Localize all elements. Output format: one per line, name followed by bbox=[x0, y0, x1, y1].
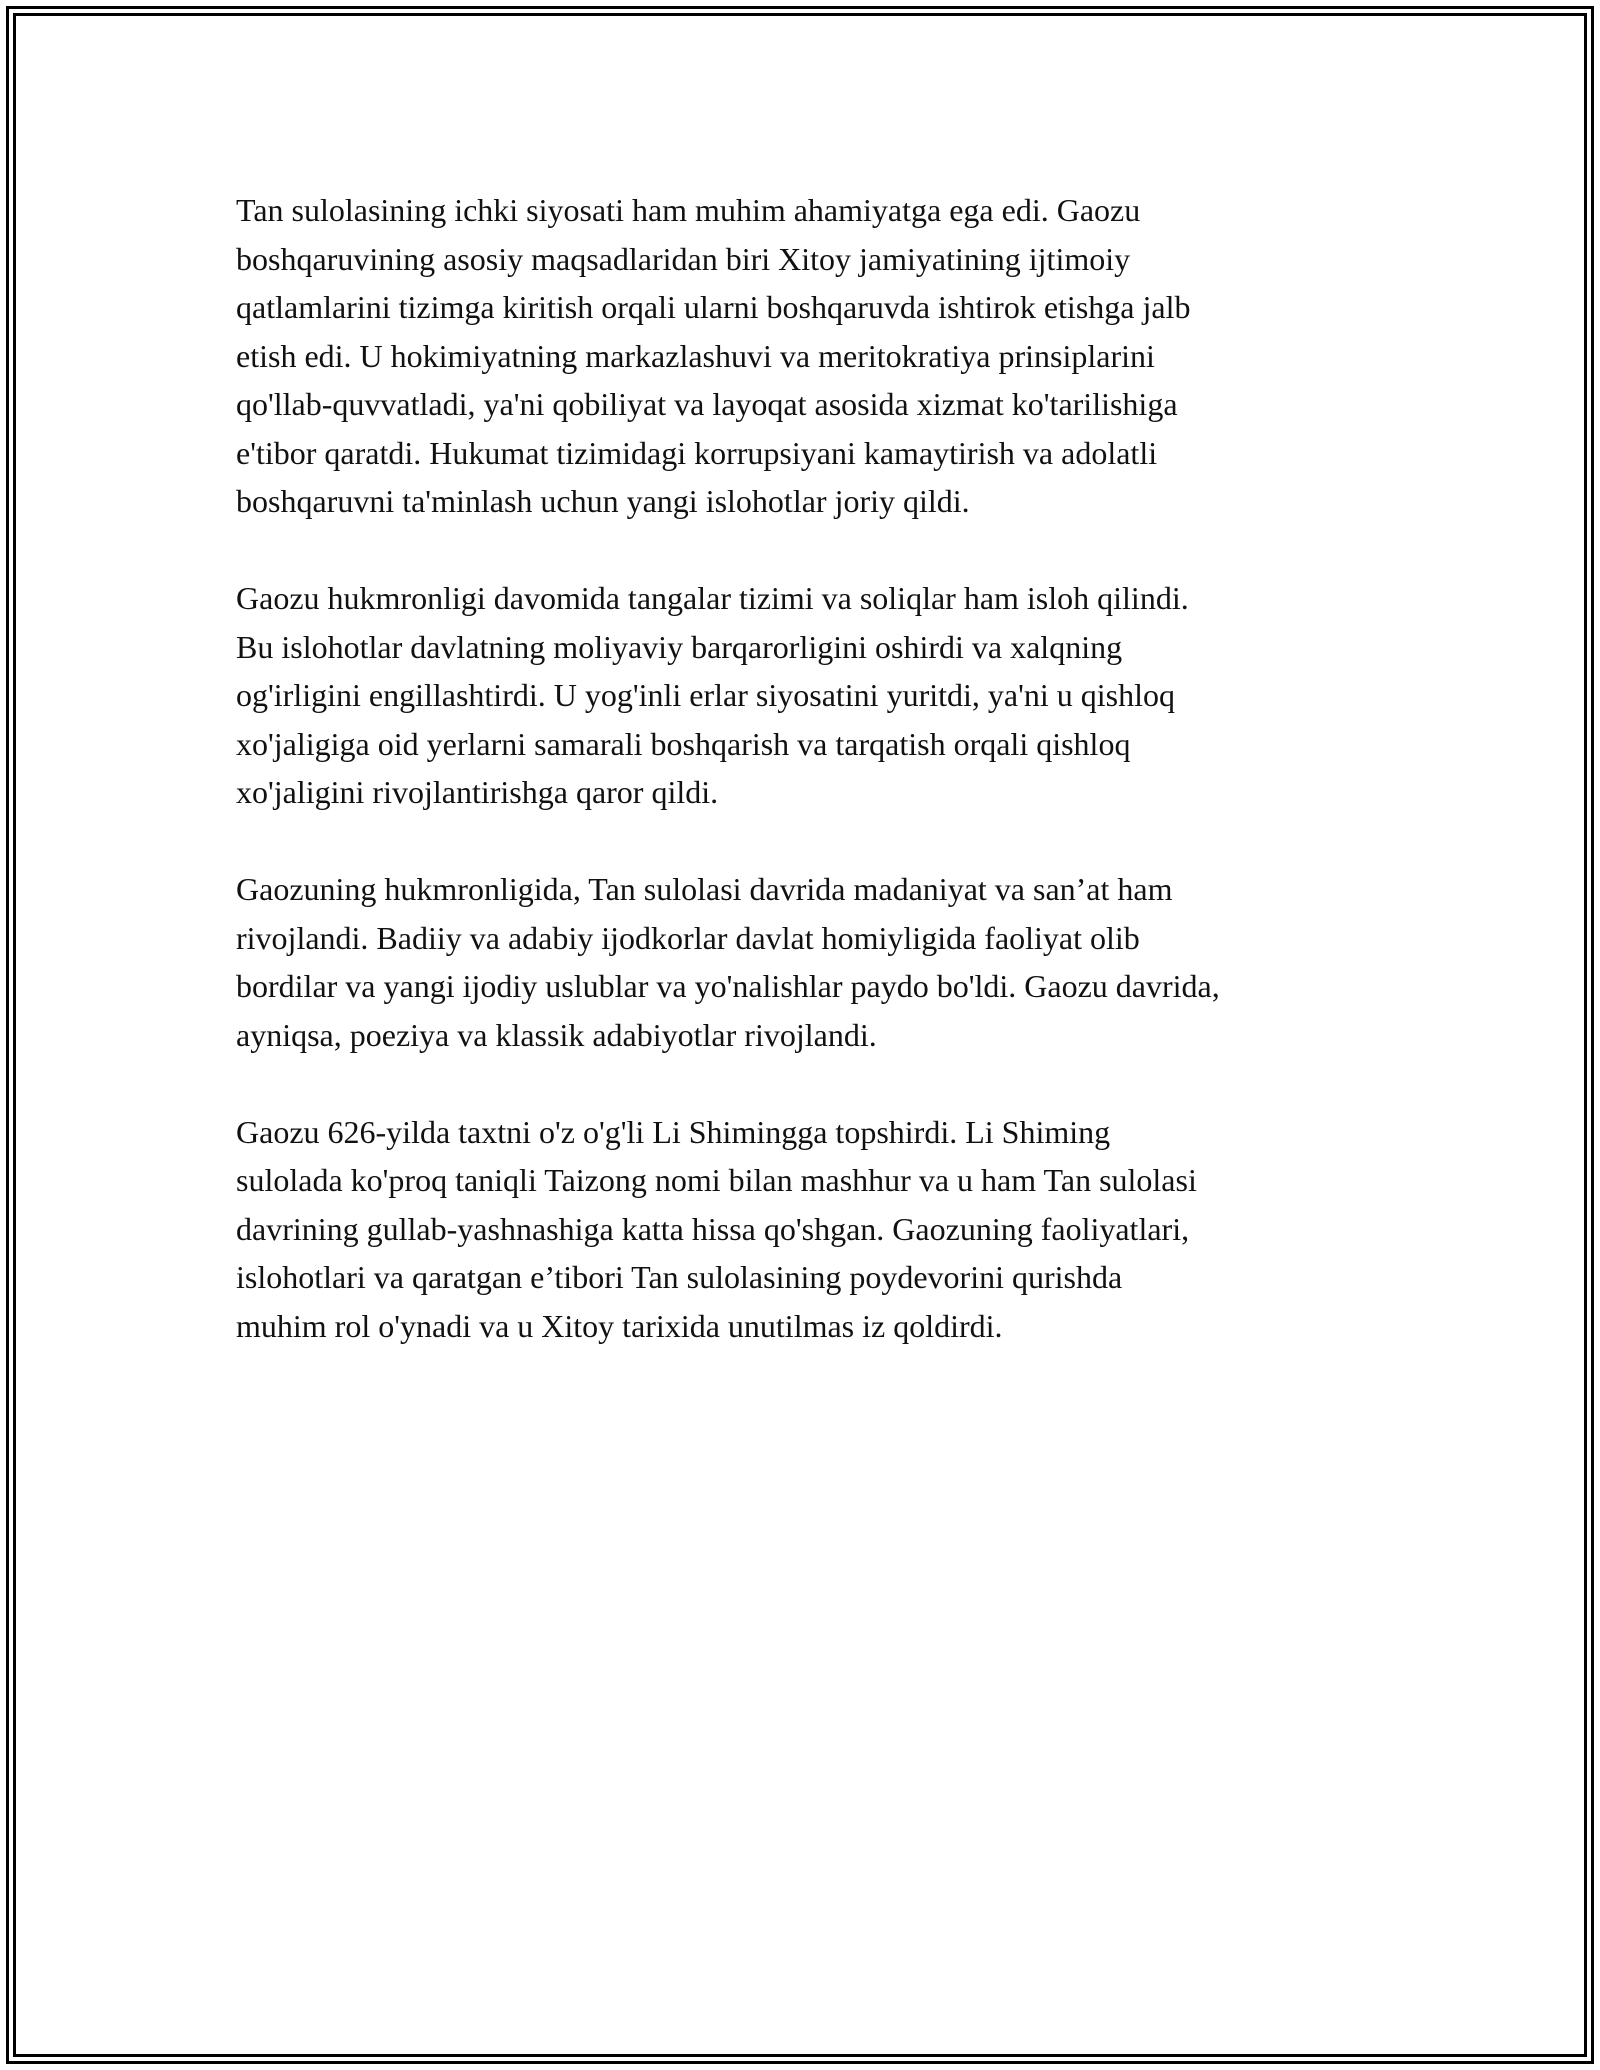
paragraph-culture-and-art: Gaozuning hukmronligida, Tan sulolasi davrida madaniyat va san’at ham rivojlandi. Badiiy va adabiy ijodkorlar davlat homiyligida faoliyat olib bordilar va yangi ijodiy uslublar va yo'nalishlar paydo bo'ldi. Gaozu davrida, ayniqsa, poeziya va klassik adabiyotlar rivojlandi. bbox=[236, 871, 1220, 1053]
paragraph-coinage-and-taxes: Gaozu hukmronligi davomida tangalar tizimi va soliqlar ham isloh qilindi. Bu islohotlar davlatning moliyaviy barqarorligini oshirdi va xalqning og'irligini engillashtirdi. U yog'inli erlar siyosatini yuritdi, ya'ni u qishloq xo'jaligiga oid yerlarni samarali boshqarish va tarqatish orqali qishloq xo'jaligini rivojlantirishga qaror qildi. bbox=[236, 580, 1189, 810]
paragraph-succession: Gaozu 626-yilda taxtni o'z o'g'li Li Shimingga topshirdi. Li Shiming sulolada ko'proq taniqli Taizong nomi bilan mashhur va u ham Tan sulolasi davrining gullab-yashnashiga katta hissa qo'shgan. Gaozuning faoliyatlari, islohotlari va qaratgan e’tibori Tan sulolasining poydevorini qurishda muhim rol o'ynadi va u Xitoy tarixida unutilmas iz qoldirdi. bbox=[236, 1113, 1197, 1344]
document-body bbox=[236, 186, 1376, 1399]
paragraph-internal-policy: Tan sulolasining ichki siyosati ham muhim ahamiyatga ega edi. Gaozu boshqaruvining asosiy maqsadlaridan biri Xitoy jamiyatining ijtimoiy qatlamlarini tizimga kiritish orqali ularni boshqaruvda ishtirok etishga jalb etish edi. U hokimiyatning markazlashuvi va meritokratiya prinsiplarini qo'llab-quvvatladi, ya'ni qobiliyat va layoqat asosida xizmat ko'tarilishiga e'tibor qaratdi. Hukumat tizimidagi korrupsiyani kamaytirish va adolatli boshqaruvni ta'minlash uchun yangi islohotlar joriy qildi. bbox=[236, 192, 1191, 519]
